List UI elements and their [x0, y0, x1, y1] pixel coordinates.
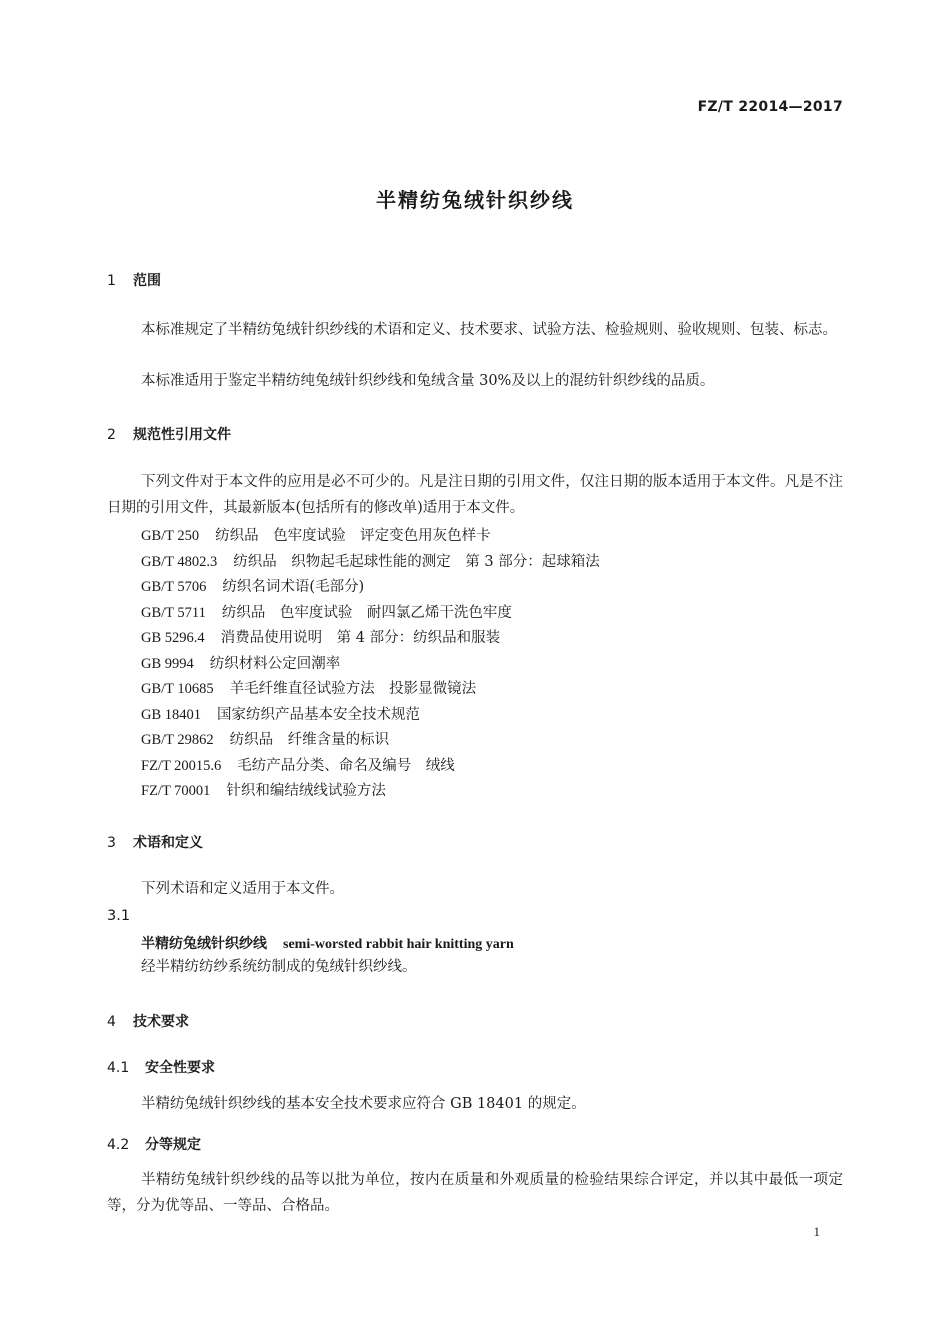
reference-title: 纺织品 色牢度试验 评定变色用灰色样卡 — [215, 528, 491, 544]
reference-title: 针织和编结绒线试验方法 — [226, 783, 386, 799]
section-title: 技术要求 — [133, 1014, 189, 1030]
subsection-number: 4.1 — [107, 1060, 130, 1076]
subsection-4-1-heading — [107, 1057, 215, 1077]
section-number: 3 — [107, 835, 116, 851]
reference-title: 国家纺织产品基本安全技术规范 — [217, 707, 421, 723]
reference-title: 纺织品 纤维含量的标识 — [229, 732, 390, 748]
reference-item — [141, 601, 512, 622]
reference-item — [141, 524, 491, 545]
reference-code: GB/T 250 — [141, 528, 200, 544]
section-1-paragraph-2: 本标准适用于鉴定半精纺纯兔绒针织纱线和兔绒含量 30%及以上的混纺针织纱线的品质。 — [141, 373, 715, 389]
term-definition: 经半精纺纺纱系统纺制成的兔绒针织纱线。 — [141, 959, 417, 975]
reference-code: GB/T 4802.3 — [141, 554, 218, 570]
reference-item — [141, 728, 389, 749]
standard-code: FZ/T 22014—2017 — [697, 99, 843, 115]
subsection-title: 分等规定 — [145, 1137, 201, 1153]
reference-item — [141, 677, 476, 698]
reference-code: GB 5296.4 — [141, 630, 205, 646]
section-1-paragraph-1: 本标准规定了半精纺兔绒针织纱线的术语和定义、技术要求、试验方法、检验规则、验收规则、包装、标志。 — [141, 322, 837, 338]
reference-code: GB 9994 — [141, 656, 194, 672]
reference-item — [141, 626, 500, 647]
section-number: 2 — [107, 427, 116, 443]
section-2-intro: 下列文件对于本文件的应用是必不可少的。凡是注日期的引用文件，仅注日期的版本适用于本文件。凡是不注日期的引用文件，其最新版本(包括所有的修改单)适用于本文件。 — [107, 474, 843, 516]
reference-title: 毛纺产品分类、命名及编号 绒线 — [237, 758, 455, 774]
section-title: 术语和定义 — [133, 835, 203, 851]
reference-title: 纺织品 色牢度试验 耐四氯乙烯干洗色牢度 — [221, 605, 512, 621]
page-title: 半精纺兔绒针织纱线 — [376, 188, 574, 212]
subsection-number: 4.2 — [107, 1137, 130, 1153]
reference-code: GB 18401 — [141, 707, 202, 723]
term-heading — [141, 933, 514, 953]
reference-code: GB/T 29862 — [141, 732, 214, 748]
reference-title: 纺织名词术语(毛部分) — [222, 579, 365, 595]
subsection-4-2-text: 半精纺兔绒针织纱线的品等以批为单位，按内在质量和外观质量的检验结果综合评定，并以其中最低一项定等，分为优等品、一等品、合格品。 — [107, 1172, 843, 1214]
reference-item — [141, 703, 420, 724]
section-number: 1 — [107, 273, 116, 289]
reference-code: GB/T 10685 — [141, 681, 214, 697]
section-2-heading — [107, 424, 231, 444]
reference-code: FZ/T 70001 — [141, 783, 211, 799]
term-chinese: 半精纺兔绒针织纱线 — [141, 936, 267, 952]
reference-title: 羊毛纤维直径试验方法 投影显微镜法 — [229, 681, 477, 697]
reference-code: GB/T 5711 — [141, 605, 206, 621]
reference-code: GB/T 5706 — [141, 579, 207, 595]
section-title: 规范性引用文件 — [133, 427, 231, 443]
term-number: 3.1 — [107, 908, 131, 924]
subsection-4-1-text: 半精纺兔绒针织纱线的基本安全技术要求应符合 GB 18401 的规定。 — [141, 1096, 586, 1112]
page-number: 1 — [813, 1224, 820, 1239]
reference-title: 消费品使用说明 第 4 部分：纺织品和服装 — [220, 630, 501, 646]
term-english: semi-worsted rabbit hair knitting yarn — [283, 937, 514, 952]
reference-item — [141, 779, 386, 800]
reference-item — [141, 575, 364, 596]
subsection-title: 安全性要求 — [145, 1060, 215, 1076]
reference-title: 纺织品 织物起毛起球性能的测定 第 3 部分：起球箱法 — [233, 554, 600, 570]
reference-item — [141, 754, 455, 775]
reference-item — [141, 550, 600, 571]
section-4-heading — [107, 1011, 189, 1031]
section-3-intro: 下列术语和定义适用于本文件。 — [141, 881, 344, 897]
section-title: 范围 — [133, 273, 161, 289]
section-1-heading — [107, 270, 161, 290]
section-number: 4 — [107, 1014, 116, 1030]
section-3-heading — [107, 832, 203, 852]
reference-item — [141, 652, 340, 673]
reference-code: FZ/T 20015.6 — [141, 758, 222, 774]
reference-title: 纺织材料公定回潮率 — [209, 656, 341, 672]
subsection-4-2-heading — [107, 1134, 201, 1154]
